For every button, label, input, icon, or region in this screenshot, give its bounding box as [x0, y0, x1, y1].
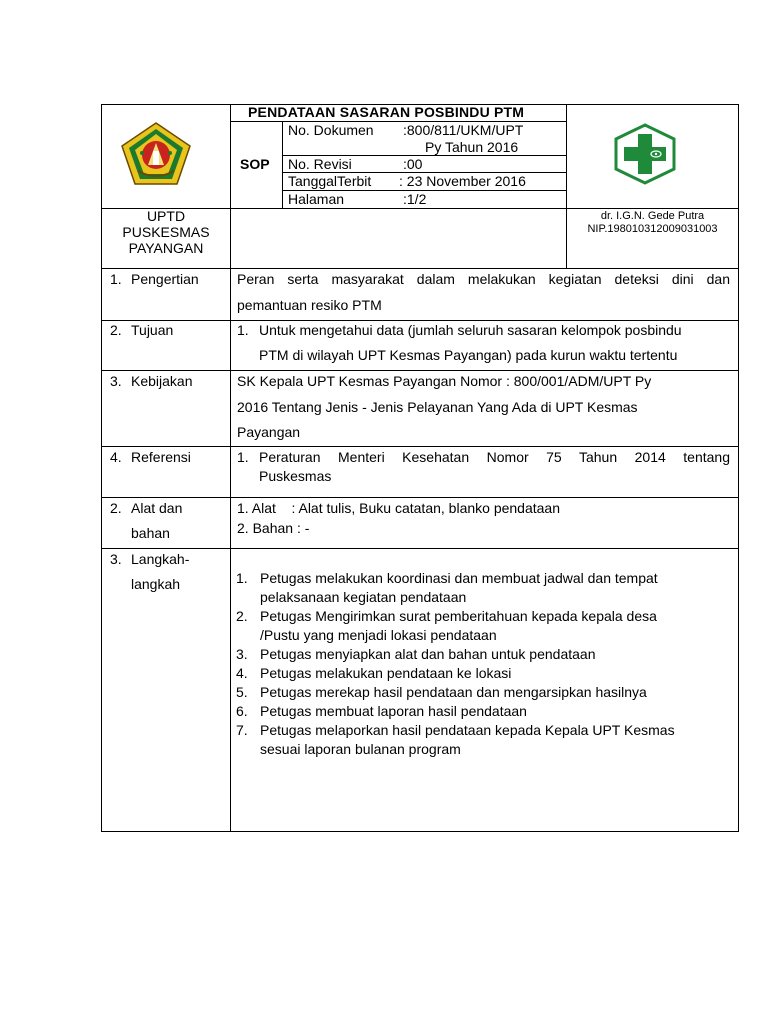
referensi-text-line2: Puskesmas — [259, 468, 332, 484]
section-number: 3. — [110, 373, 122, 389]
pengertian-text-line2: pemantuan resiko PTM — [237, 297, 382, 313]
referensi-item-number: 1. — [237, 449, 249, 465]
step-number: 2. — [236, 608, 248, 624]
section-label-alat-line2: bahan — [131, 525, 170, 541]
kebijakan-text-line2: 2016 Tentang Jenis - Jenis Pelayanan Yang Ada di UPT Kesmas — [237, 399, 638, 415]
organization-name-line3: PAYANGAN — [128, 240, 204, 256]
tujuan-item-number: 1. — [237, 322, 249, 338]
step-text: Petugas membuat laporan hasil pendataan — [260, 703, 527, 719]
organization-name — [102, 208, 230, 256]
meta-value-tanggal-terbit: : 23 November 2016 — [399, 173, 526, 189]
meta-label-tanggal-terbit: TanggalTerbit — [288, 173, 372, 189]
section-label-pengertian: Pengertian — [131, 271, 199, 287]
meta-label-halaman: Halaman — [288, 191, 345, 207]
list-item — [236, 664, 726, 683]
list-item — [236, 683, 726, 702]
step-text-continued: /Pustu yang menjadi lokasi pendataan — [260, 627, 497, 643]
sop-label: SOP — [240, 156, 270, 172]
kebijakan-text-line3: Payangan — [237, 424, 301, 440]
section-number: 4. — [110, 449, 122, 465]
organization-name-line1: UPTD — [146, 208, 186, 224]
signer-nip: NIP.198010312009031003 — [587, 223, 718, 235]
list-item — [236, 702, 726, 721]
step-text: Petugas melakukan koordinasi dan membuat jadwal dan tempat — [260, 570, 658, 586]
alat-text-line1: 1. Alat : Alat tulis, Buku catatan, blanko pendataan — [237, 500, 560, 516]
list-item — [236, 569, 726, 607]
list-item — [236, 721, 726, 759]
signer-name: dr. I.G.N. Gede Putra — [600, 210, 705, 222]
regional-emblem-icon — [120, 121, 192, 187]
alat-text-line2: 2. Bahan : - — [237, 520, 310, 536]
step-number: 3. — [236, 646, 248, 662]
step-number: 5. — [236, 684, 248, 700]
step-text: Petugas merekap hasil pendataan dan mengarsipkan hasilnya — [260, 684, 647, 700]
step-text: Petugas melakukan pendataan ke lokasi — [260, 665, 512, 681]
step-text: Petugas melaporkan hasil pendataan kepada Kepala UPT Kesmas — [260, 722, 675, 738]
section-number: 1. — [110, 271, 122, 287]
kebijakan-text-line1: SK Kepala UPT Kesmas Payangan Nomor : 800/001/ADM/UPT Py — [237, 373, 652, 389]
meta-value-no-dokumen-line2: Py Tahun 2016 — [425, 139, 519, 155]
meta-value-no-dokumen: :800/811/UKM/UPT — [403, 122, 524, 138]
meta-label-no-dokumen: No. Dokumen — [288, 122, 374, 138]
step-text: Petugas menyiapkan alat dan bahan untuk pendataan — [260, 646, 596, 662]
section-label-kebijakan: Kebijakan — [131, 373, 193, 389]
signer-block — [567, 210, 738, 236]
section-label-referensi: Referensi — [131, 449, 191, 465]
document-title: PENDATAAN SASARAN POSBINDU PTM — [248, 104, 525, 120]
tujuan-text-line2: PTM di wilayah UPT Kesmas Payangan) pada kurun waktu tertentu — [259, 347, 678, 363]
section-label-alat-line1: Alat dan — [131, 500, 183, 516]
section-number: 3. — [110, 551, 122, 567]
meta-value-halaman: :1/2 — [403, 191, 427, 207]
referensi-text-line1: Peraturan Menteri Kesehatan Nomor 75 Tahun 2014 tentang — [259, 449, 730, 465]
step-number: 1. — [236, 570, 248, 586]
section-label-tujuan: Tujuan — [131, 322, 174, 338]
organization-name-line2: PUSKESMAS — [122, 224, 210, 240]
step-text: Petugas Mengirimkan surat pemberitahuan kepada kepala desa — [260, 608, 657, 624]
step-number: 4. — [236, 665, 248, 681]
section-number: 2. — [110, 500, 122, 516]
step-number: 6. — [236, 703, 248, 719]
puskesmas-logo-icon — [612, 122, 678, 186]
tujuan-text-line1: Untuk mengetahui data (jumlah seluruh sasaran kelompok posbindu — [259, 322, 682, 338]
meta-label-no-revisi: No. Revisi — [288, 156, 352, 172]
step-text-continued: pelaksanaan kegiatan pendataan — [260, 589, 467, 605]
section-label-langkah-line1: Langkah- — [131, 551, 190, 567]
section-label-langkah-line2: langkah — [131, 576, 181, 592]
pengertian-text-line1: Peran serta masyarakat dalam melakukan kegiatan deteksi dini dan — [237, 271, 730, 287]
meta-value-no-revisi: :00 — [403, 156, 423, 172]
section-number: 2. — [110, 322, 122, 338]
step-text-continued: sesuai laporan bulanan program — [260, 741, 461, 757]
list-item — [236, 645, 726, 664]
steps-list — [236, 569, 726, 759]
list-item — [236, 607, 726, 645]
step-number: 7. — [236, 722, 248, 738]
